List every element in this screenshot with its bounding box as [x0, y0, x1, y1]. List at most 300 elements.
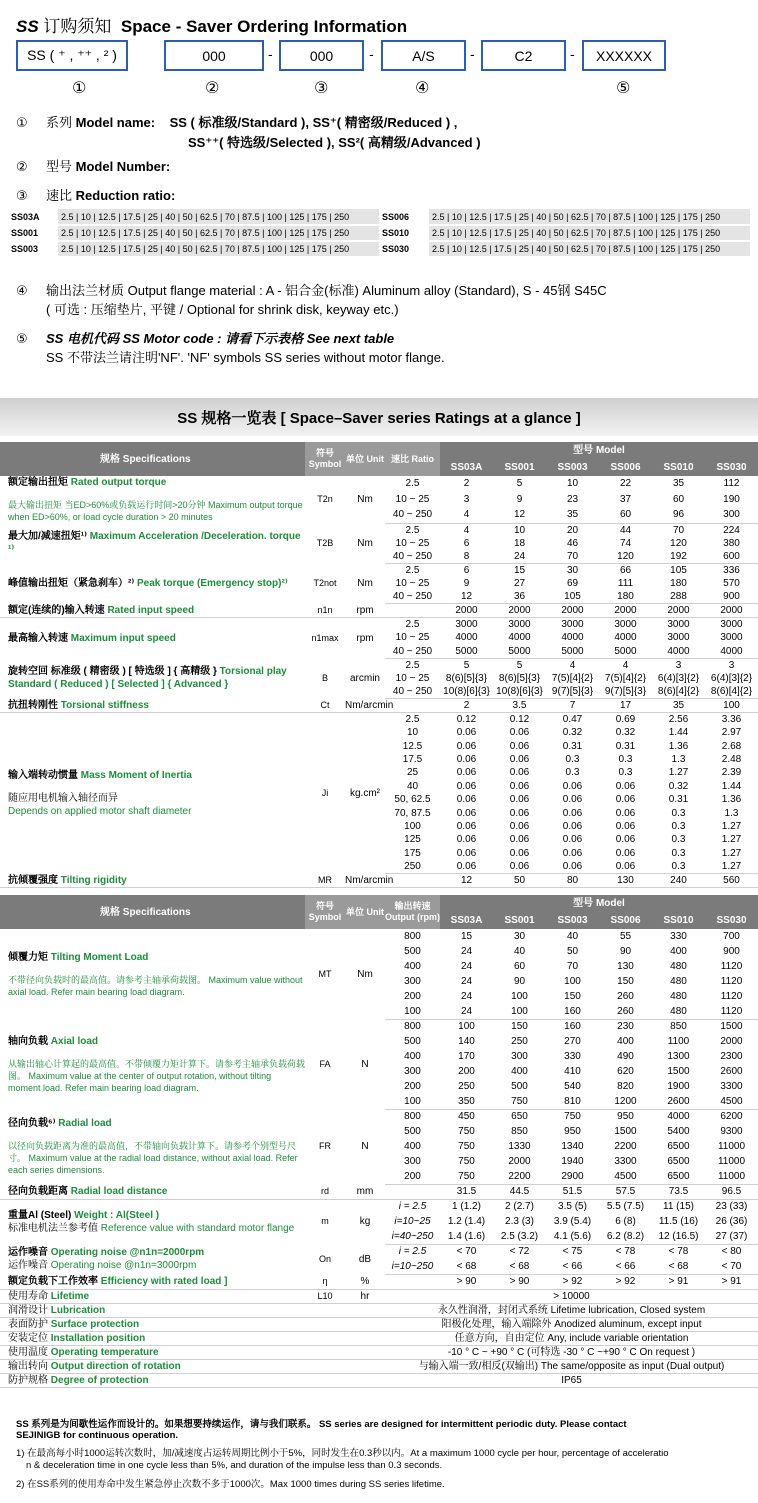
spec-cn2: 运作噪音	[8, 1260, 48, 1271]
spec-unit: Nm	[357, 537, 373, 549]
spec-value: 2.5	[405, 659, 420, 671]
spec-value: 0.06	[562, 794, 583, 806]
spec-value: 4	[569, 659, 576, 671]
spec-value: 480	[670, 961, 687, 972]
spec-value: 0.06	[456, 794, 477, 806]
spec-value: 125	[404, 834, 421, 846]
spec-value: 1500	[667, 1066, 690, 1077]
spec-value: 3000	[667, 619, 690, 631]
spec-value: 5	[463, 659, 470, 671]
ratio-row	[8, 209, 750, 225]
spec-row	[0, 1359, 758, 1373]
spec-label	[0, 873, 305, 887]
spec-value: 0.06	[615, 820, 636, 832]
spec-value: 0.31	[615, 740, 636, 752]
spec-row	[0, 1019, 758, 1034]
spec-unit: rpm	[356, 632, 374, 644]
spec-unit: arcmin	[349, 672, 380, 684]
spec-unit	[345, 1317, 385, 1331]
spec-value: 2000	[705, 604, 758, 618]
spec-value: < 70	[705, 1259, 758, 1274]
spec-value: 30	[566, 564, 579, 576]
order-index: ④	[415, 80, 430, 97]
spec-value: 15	[513, 564, 526, 576]
spec-value: 3000	[508, 619, 531, 631]
spec-value: 4500	[599, 1169, 652, 1184]
spec-value: 120	[599, 550, 652, 564]
spec-value: 6(4)[3]{2}	[657, 672, 700, 684]
spec-cn: 润滑设计	[8, 1304, 48, 1316]
spec-value: 1.36	[721, 794, 742, 806]
spec-label	[0, 1317, 305, 1331]
spec-value: 6500	[667, 1156, 690, 1167]
spec-value: 900	[723, 946, 740, 957]
spec-en: Degree of protection	[50, 1374, 149, 1386]
spec-unit: kg	[359, 1216, 371, 1228]
spec-en: Axial load	[50, 1035, 99, 1047]
spec-row	[0, 1373, 758, 1387]
ratio-cell: SS03A	[8, 209, 58, 225]
spec-cn: 使用温度	[8, 1346, 48, 1358]
ratio-cell: SS006	[379, 209, 429, 225]
spec-symbol	[305, 1303, 345, 1317]
spec-value: 1120	[705, 1004, 758, 1019]
spec-unit	[345, 1359, 385, 1373]
spec-value: 300	[404, 976, 421, 987]
spec-value: 22	[619, 478, 632, 490]
flange-line: ④ 输出法兰材质 Output flange material : A - 铝合金(标准) Aluminum alloy (Standard), S - 45钢 S45C	[16, 283, 607, 298]
spec-value: 100	[511, 991, 528, 1002]
spec-value: 2.5	[405, 478, 420, 490]
spec-value: 96.5	[705, 1184, 758, 1199]
spec-value: 150	[511, 1021, 528, 1033]
spec-value: 1 (1.2)	[452, 1201, 481, 1213]
spec-value: 850	[670, 1021, 687, 1033]
spec-value: 10(8)[6]{3}	[440, 685, 493, 699]
spec-symbol: FA	[319, 1058, 331, 1069]
spec-symbol: MT	[318, 968, 332, 979]
spec-value: 0.06	[440, 860, 493, 874]
spec-value: > 10000	[385, 1289, 758, 1303]
spec-symbol: T2n	[317, 494, 333, 504]
spec-value: 10 ~ 25	[395, 537, 430, 549]
spec-en: Lubrication	[50, 1304, 106, 1316]
spec-value: 2.68	[721, 740, 742, 752]
spec-note: 以径向负载距离为准的最高值，不带轴向负载计算下。请参考个别型号尺寸。 Maximum value at the radial load distance, without axial load. Refer each series dimensions.	[8, 1141, 298, 1175]
order-dash: -	[570, 46, 575, 62]
spec-value: 224	[723, 524, 740, 536]
spec-value: 2.5	[405, 564, 420, 576]
spec-value: 0.3	[652, 860, 705, 874]
spec-value: 490	[617, 1051, 634, 1062]
spec-value: 0.06	[456, 847, 477, 859]
spec-cn: 额定输出扭矩	[8, 477, 68, 488]
spec-value: 190	[723, 493, 740, 505]
spec-value: 7	[546, 699, 599, 713]
spec-value: 0.3	[671, 820, 686, 832]
spec-value: 0.06	[562, 807, 583, 819]
spec-symbol: On	[318, 1253, 331, 1264]
spec-value: 900	[705, 590, 758, 604]
spec-value: 1340	[561, 1141, 584, 1152]
spec-value: 400	[404, 961, 421, 972]
ratio-cell: SS010	[379, 225, 429, 241]
spec-unit	[345, 1303, 385, 1317]
spec-cn: 使用寿命	[8, 1290, 48, 1302]
spec-value: 105	[546, 590, 599, 604]
spec-symbol	[305, 1373, 345, 1387]
spec-symbol: Ji	[321, 787, 329, 798]
spec-value: 350	[440, 1094, 493, 1109]
spec-value: 2600	[652, 1094, 705, 1109]
spec-value: 180	[599, 590, 652, 604]
spec-value: > 90	[440, 1274, 493, 1289]
ratio-row	[8, 241, 750, 257]
spec-value: 1500	[614, 1126, 637, 1137]
spec-value: 4000	[455, 632, 478, 644]
spec-value: 35	[652, 699, 705, 713]
spec-value: 0.06	[509, 740, 530, 752]
spec-value: 11.5 (16)	[658, 1216, 699, 1227]
table-header	[0, 442, 758, 459]
spec-value: 240	[652, 873, 705, 887]
spec-value: < 66	[546, 1259, 599, 1274]
spec-value: 0.3	[565, 767, 580, 779]
spec-value: 2000	[493, 604, 546, 618]
spec-value: 800	[404, 1111, 421, 1123]
spec-value: 1.44	[721, 780, 742, 792]
footer-note-3: 1) 在最高每小时1000运转次数时，加/减速度占运转周期比例小于5%，同时发生在0.3秒以内。At a maximum 1000 cycle per hour, percentage of acceleratio	[16, 1448, 669, 1459]
spec-value: 27 (37)	[705, 1229, 758, 1244]
spec-value: 130	[617, 961, 634, 972]
model-name: SS030	[705, 912, 758, 929]
spec-symbol: Ct	[305, 699, 345, 713]
spec-value: 3300	[720, 1081, 743, 1092]
spec-value: 11000	[717, 1141, 746, 1152]
order-index: ⑤	[616, 80, 631, 97]
flange-line2: ( 可选 : 压缩垫片, 平键 / Optional for shrink disk, keyway etc.)	[46, 302, 399, 317]
spec-symbol: L10	[305, 1289, 345, 1303]
spec-value: i=10~250	[385, 1259, 440, 1274]
spec-value: < 68	[493, 1259, 546, 1274]
spec-cn: 轴向负载	[8, 1035, 48, 1047]
spec-value: 15	[460, 931, 473, 942]
spec-value: 0.06	[615, 807, 636, 819]
ratio-cell: SS030	[379, 241, 429, 257]
spec-value	[385, 604, 440, 618]
spec-value: IP65	[385, 1373, 758, 1387]
spec-label	[0, 929, 305, 1019]
spec-value: 750	[458, 1126, 475, 1137]
spec-value: 3.36	[721, 714, 742, 726]
spec-value: 2300	[720, 1051, 743, 1062]
spec-unit: N	[361, 1058, 369, 1070]
spec-value: 300	[404, 1156, 421, 1167]
spec-value: 3.5 (5)	[558, 1201, 587, 1213]
spec-value: 1300	[667, 1051, 690, 1062]
spec-value: 12 (16.5)	[652, 1229, 705, 1244]
spec-value: 24	[460, 991, 473, 1002]
ratio-cell: 2.5 | 10 | 12.5 | 17.5 | 25 | 40 | 50 | 62.5 | 70 | 87.5 | 100 | 125 | 175 | 250	[58, 225, 379, 241]
spec-value: 480	[670, 991, 687, 1002]
spec-value: 73.5	[652, 1184, 705, 1199]
spec-value: 3	[675, 659, 682, 671]
spec-value: 130	[599, 873, 652, 887]
spec-value: 0.06	[456, 807, 477, 819]
spec-value: 0.06	[562, 820, 583, 832]
spec-row	[0, 873, 758, 887]
spec-value: 11000	[717, 1156, 746, 1167]
spec-value: 任意方向，自由定位 Any, include variable orientation	[385, 1331, 758, 1345]
spec-value: 0.06	[509, 754, 530, 766]
spec-value: 6	[463, 564, 470, 576]
model-name: SS030	[705, 459, 758, 476]
footer-note-5: 2) 在SS系列的使用寿命中发生紧急停止次数不多于1000次。Max 1000 times during SS series lifetime.	[16, 1479, 445, 1490]
spec-unit: Nm	[357, 968, 373, 980]
spec-value: 10(8)[6]{3}	[493, 685, 546, 699]
spec-value: 112	[723, 478, 740, 490]
spec-value: 永久性润滑，封闭式系统 Lifetime lubrication, Closed system	[385, 1303, 758, 1317]
spec-label	[0, 1331, 305, 1345]
spec-symbol: T2B	[316, 537, 334, 548]
spec-cn: 最高输入转速	[8, 632, 68, 644]
spec-cn: 旋转空回 标准级 ( 精密级 ) [ 特选级 ] { 高精级 }	[8, 666, 217, 678]
spec-value: 700	[723, 931, 740, 942]
spec-value: 1.36	[668, 740, 689, 752]
spec-value: 1200	[599, 1094, 652, 1109]
spec-value: < 70	[456, 1246, 477, 1258]
spec-value: 4000	[667, 1111, 690, 1123]
spec-value: > 91	[705, 1274, 758, 1289]
spec-unit: N	[361, 1141, 369, 1152]
spec-unit	[345, 1345, 385, 1359]
spec-label	[0, 1019, 305, 1109]
spec-value: 800	[404, 931, 421, 942]
spec-en: Rated output torque	[70, 477, 167, 488]
spec-value: 2000	[546, 604, 599, 618]
spec-value: 3000	[614, 619, 637, 631]
spec-label	[0, 1345, 305, 1359]
spec-value: 10 ~ 25	[395, 672, 430, 684]
spec-value: 175	[404, 847, 421, 859]
spec-label	[0, 713, 305, 874]
spec-en: Lifetime	[50, 1290, 90, 1302]
spec-value: < 78	[668, 1246, 689, 1258]
spec-value: 192	[652, 550, 705, 564]
spec-value: 4000	[614, 632, 637, 644]
header-sym: 符号 Symbol	[305, 895, 345, 929]
model-number-line: ② 型号 Model Number:	[16, 159, 171, 174]
spec-value: 600	[705, 550, 758, 564]
spec-value: 0.06	[509, 767, 530, 779]
spec-unit: Nm/arcmin	[345, 699, 394, 711]
spec-value: 3.9 (5.4)	[553, 1216, 592, 1227]
spec-value: 60	[513, 961, 526, 972]
spec-label	[0, 1373, 305, 1387]
spec-en: Tilting Moment Load	[50, 951, 149, 963]
spec-value: 12.5	[402, 740, 423, 752]
spec-symbol: m	[321, 1216, 329, 1227]
model-name: SS001	[493, 459, 546, 476]
spec-value: 270	[564, 1036, 581, 1047]
spec-row	[0, 1244, 758, 1259]
spec-value: 2.5	[405, 619, 420, 631]
spec-label	[0, 1274, 305, 1289]
spec-symbol	[305, 1345, 345, 1359]
spec-value: 400	[511, 1066, 528, 1077]
spec-value: 0.06	[509, 807, 530, 819]
spec-cn: 运作噪音	[8, 1247, 48, 1258]
spec-value: 0.06	[562, 847, 583, 859]
spec-value: 2.48	[721, 754, 742, 766]
spec-row	[0, 1199, 758, 1214]
spec-unit: kg.cm²	[350, 787, 380, 799]
spec-en: Operating noise @n1n=2000rpm	[50, 1247, 205, 1258]
spec-value: 100	[564, 976, 581, 987]
header-sym: 符号 Symbol	[305, 442, 345, 476]
order-dash: -	[470, 46, 475, 62]
spec-value: 0.06	[509, 847, 530, 859]
ratio-cell: SS001	[8, 225, 58, 241]
spec-value: 90	[513, 976, 526, 987]
spec-row	[0, 1109, 758, 1124]
spec-value: 950	[564, 1126, 581, 1137]
spec-value: 6 (8)	[615, 1216, 636, 1227]
spec-cn: 额定(连续的)输入转速	[8, 605, 105, 617]
spec-row	[0, 929, 758, 944]
spec-row	[0, 1331, 758, 1345]
spec-row	[0, 1274, 758, 1289]
spec-value: 2.97	[721, 727, 742, 739]
spec-value: 74	[619, 537, 632, 549]
order-box: 000	[279, 40, 364, 71]
spec-value: 0.32	[615, 727, 636, 739]
spec-value: 11 (15)	[663, 1201, 694, 1213]
spec-value	[385, 1184, 440, 1199]
spec-value: 3000	[561, 619, 584, 631]
spec-value: 4	[622, 659, 629, 671]
spec-value: 0.06	[456, 834, 477, 846]
spec-value: < 72	[509, 1246, 530, 1258]
order-index: ③	[314, 80, 329, 97]
spec-value: 330	[670, 931, 687, 942]
spec-value: 50	[566, 946, 579, 957]
spec-row	[0, 1317, 758, 1331]
spec-value: 250	[511, 1036, 528, 1047]
spec-value: 4000	[561, 632, 584, 644]
spec-value: 2200	[493, 1169, 546, 1184]
spec-value: 10 ~ 25	[395, 493, 430, 505]
spec-en: Radial load	[58, 1118, 112, 1129]
spec-label	[0, 523, 305, 563]
spec-value: 400	[404, 1051, 421, 1062]
spec-row	[0, 713, 758, 727]
spec-value: 5.5 (7.5)	[606, 1201, 645, 1213]
spec-en: Efficiency with rated load ]	[100, 1275, 228, 1287]
spec-header: 规格 Specifications	[0, 895, 305, 929]
footer-note-2: SEJINIGB for continuous operation.	[16, 1430, 179, 1441]
spec-label	[0, 1303, 305, 1317]
spec-value: 1.3	[671, 754, 686, 766]
spec-row	[0, 476, 758, 492]
spec-value: 820	[617, 1081, 634, 1092]
spec-value: 2 (2.7)	[505, 1201, 534, 1213]
spec-value: 25	[406, 767, 419, 779]
spec-en2: Operating noise @n1n=3000rpm	[50, 1260, 197, 1271]
spec-value: 1.2 (1.4)	[447, 1216, 486, 1227]
spec-value: 750	[458, 1156, 475, 1167]
ratings-table-2	[0, 895, 758, 1388]
spec-value: 8(6)[4]{2}	[652, 685, 705, 699]
spec-en: Peak torque (Emergency stop)²⁾	[137, 578, 288, 590]
spec-value: 150	[564, 991, 581, 1002]
spec-value: 250	[385, 860, 440, 874]
spec-unit: %	[345, 1274, 385, 1289]
spec-unit: rpm	[345, 604, 385, 618]
spec-label	[0, 604, 305, 618]
spec-value: 0.31	[668, 794, 689, 806]
spec-cn: 径向负载距离	[8, 1185, 68, 1197]
spec-value: 1900	[667, 1081, 690, 1092]
spec-value: 0.06	[509, 820, 530, 832]
spec-value: 96	[652, 507, 705, 523]
spec-label	[0, 1289, 305, 1303]
spec-value: 40	[406, 780, 419, 792]
spec-value: 70	[566, 961, 579, 972]
spec-value: 1.3	[724, 807, 739, 819]
ratio-cell: 2.5 | 10 | 12.5 | 17.5 | 25 | 40 | 50 | 62.5 | 70 | 87.5 | 100 | 125 | 175 | 250	[58, 241, 379, 257]
spec-cn: 抗扭转刚性	[8, 699, 58, 711]
spec-value: 10 ~ 25	[395, 578, 430, 590]
spec-value: 111	[617, 578, 634, 590]
spec-value: 12	[440, 590, 493, 604]
spec-value: 300	[705, 507, 758, 523]
spec-value: 1.27	[721, 820, 742, 832]
spec-value: 1.27	[721, 834, 742, 846]
spec-value: 100	[404, 820, 421, 832]
spec-value: 180	[670, 578, 687, 590]
spec-header: 规格 Specifications	[0, 442, 305, 476]
spec-unit: Nm/arcmin	[345, 874, 394, 886]
spec-row	[0, 618, 758, 632]
spec-value: 70	[672, 524, 685, 536]
spec-value: 2.5 (3.2)	[493, 1229, 546, 1244]
spec-value: 4	[463, 524, 470, 536]
spec-value: 10	[406, 727, 419, 739]
spec-en: Surface protection	[50, 1318, 140, 1330]
spec-value: 500	[404, 1126, 421, 1137]
spec-en: Weight : Al(Steel )	[74, 1209, 160, 1221]
spec-value: 0.06	[456, 767, 477, 779]
spec-value: 0.3	[671, 834, 686, 846]
spec-value: 0.06	[493, 860, 546, 874]
spec-value: 500	[404, 1036, 421, 1047]
spec-cn: 倾覆力矩	[8, 951, 48, 963]
spec-value: 40 ~ 250	[385, 590, 440, 604]
model-name: SS03A	[440, 459, 493, 476]
model-name-line2: SS⁺⁺( 特选级/Selected ), SS²( 高精级/Advanced )	[188, 135, 481, 150]
spec-cn: 安装定位	[8, 1332, 48, 1344]
spec-value: 400	[404, 1141, 421, 1152]
spec-value: i=10~25	[394, 1216, 431, 1227]
spec-value: 0.47	[562, 714, 583, 726]
spec-value: 150	[617, 976, 634, 987]
spec-value: 260	[617, 991, 634, 1002]
spec-value: 1100	[667, 1036, 690, 1047]
spec-value: > 92	[546, 1274, 599, 1289]
spec-value: 70, 87.5	[394, 807, 431, 819]
spec-symbol: B	[321, 672, 328, 683]
